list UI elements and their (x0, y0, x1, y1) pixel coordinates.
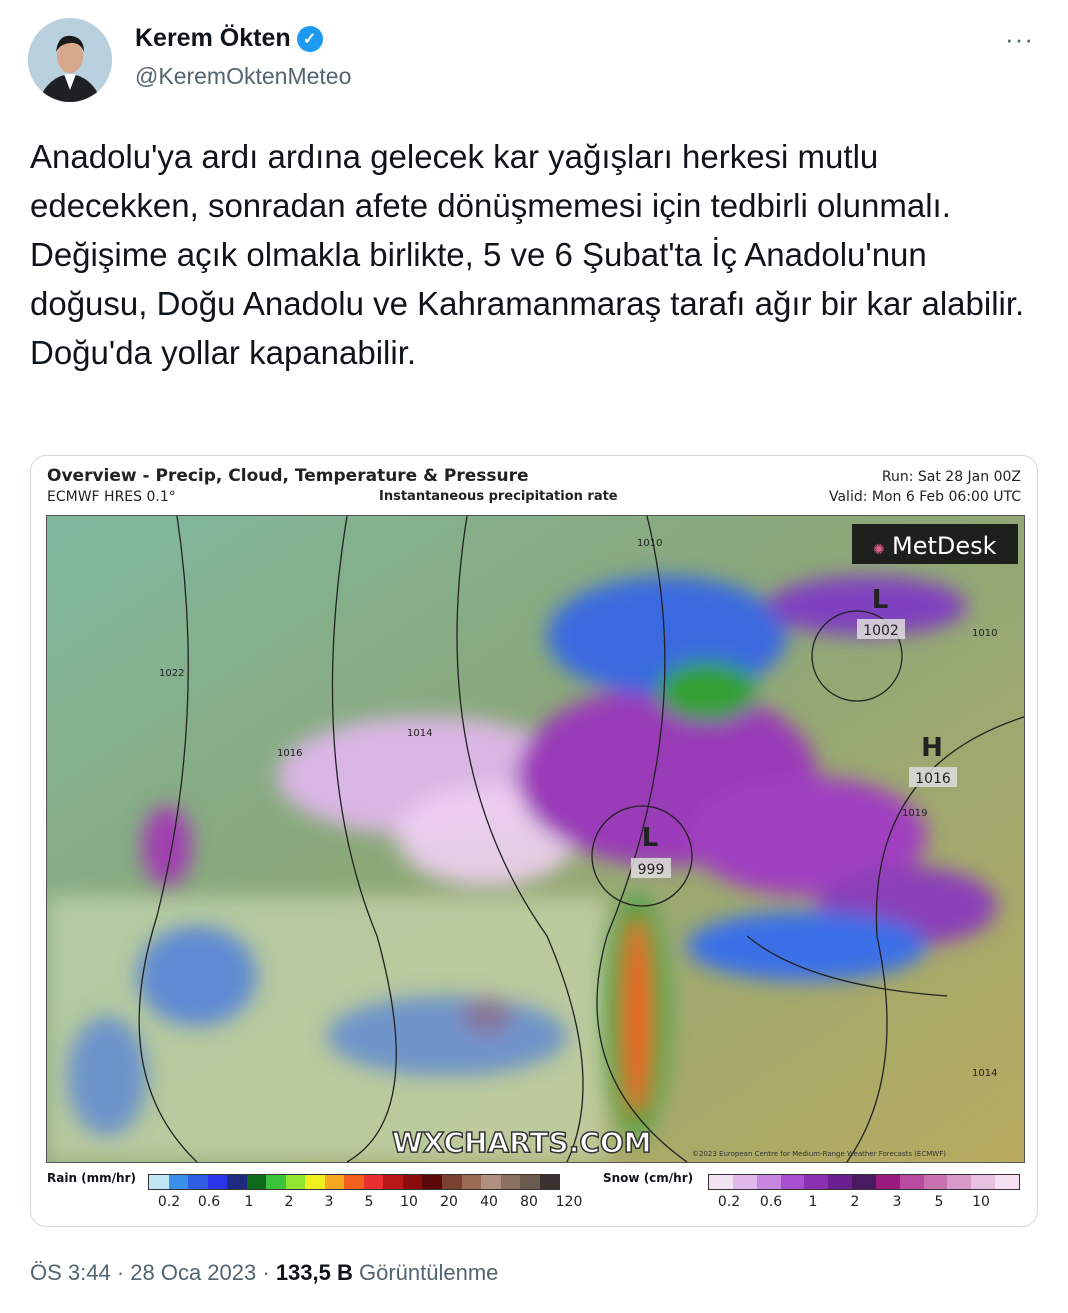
snow-color-swatch (733, 1175, 757, 1189)
snow-color-swatch (947, 1175, 971, 1189)
rain-color-swatch (520, 1175, 540, 1189)
isobar-label: 1019 (902, 808, 928, 819)
rain-color-swatch (422, 1175, 442, 1189)
snow-color-swatch (971, 1175, 995, 1189)
chart-title: Overview - Precip, Cloud, Temperature & Pressure (47, 466, 529, 486)
rain-color-swatch (364, 1175, 384, 1189)
rain-tick-label: 10 (400, 1194, 418, 1210)
copyright-text: ©2023 European Centre for Medium-Range Weather Forecasts (ECMWF) (692, 1150, 946, 1158)
snow-tick-label: 1 (808, 1194, 818, 1210)
rain-tick-label: 0.6 (197, 1194, 221, 1210)
rain-color-swatch (501, 1175, 521, 1189)
rain-tick-label: 5 (364, 1194, 374, 1210)
rain-tick-label: 120 (555, 1194, 583, 1210)
rain-color-swatch (344, 1175, 364, 1189)
author-handle[interactable]: @KeremOktenMeteo (135, 63, 352, 89)
pressure-value: 999 (637, 862, 665, 878)
rain-color-swatch (169, 1175, 189, 1189)
timestamp[interactable]: ÖS 3:44 · 28 Oca 2023 · (30, 1260, 276, 1285)
rain-color-swatch (305, 1175, 325, 1189)
snow-color-swatch (924, 1175, 948, 1189)
tweet-text: Anadolu'ya ardı ardına gelecek kar yağışları herkesi mutlu edecekken, sonradan afete dönüşmemesi için tedbirli olunmalı. Değişime açık olmakla birlikte, 5 ve 6 Şubat'ta İç Anadolu'nun doğusu, Doğu Anadolu ve Kahramanmaraş tarafı ağır bir kar alabilir. Doğu'da yollar kapanabilir. (30, 138, 1025, 371)
chart-model: ECMWF HRES 0.1° (47, 489, 176, 505)
high-pressure-symbol: H (921, 733, 943, 763)
rain-tick-label: 80 (520, 1194, 538, 1210)
rain-color-swatch (403, 1175, 423, 1189)
tweet-footer (30, 1260, 498, 1286)
snow-color-swatch (995, 1175, 1019, 1189)
view-count: 133,5 B (275, 1260, 353, 1285)
pressure-value: 1002 (863, 623, 899, 639)
rain-color-swatch (286, 1175, 306, 1189)
rain-color-swatch (188, 1175, 208, 1189)
chart-run: Run: Sat 28 Jan 00Z (881, 469, 1021, 485)
rain-color-swatch (247, 1175, 267, 1189)
rain-legend-label: Rain (mm/hr) (47, 1171, 136, 1185)
snow-color-swatch (828, 1175, 852, 1189)
isobar-label: 1014 (972, 1068, 998, 1079)
snow-tick-label: 3 (892, 1194, 902, 1210)
rain-color-swatch (481, 1175, 501, 1189)
rain-tick-label: 20 (440, 1194, 458, 1210)
rain-tick-label: 1 (244, 1194, 254, 1210)
avatar-image (28, 18, 112, 102)
snow-color-swatch (781, 1175, 805, 1189)
author-name[interactable]: Kerem Ökten ✓ (135, 24, 323, 53)
rain-legend-ticks (149, 1194, 589, 1210)
rain-color-swatch (208, 1175, 228, 1189)
snow-legend-ticks (709, 1194, 1001, 1210)
isobar-label: 1016 (277, 748, 303, 759)
snow-color-swatch (709, 1175, 733, 1189)
snow-color-swatch (804, 1175, 828, 1189)
rain-tick-label: 2 (284, 1194, 294, 1210)
wxcharts-watermark: WXCHARTS.COM (392, 1126, 652, 1159)
avatar[interactable] (28, 18, 112, 102)
snow-color-swatch (876, 1175, 900, 1189)
pressure-value: 1016 (915, 771, 951, 787)
metdesk-logo-icon: ✺ (873, 542, 885, 558)
chart-valid: Valid: Mon 6 Feb 06:00 UTC (828, 489, 1021, 505)
rain-color-scale (148, 1174, 560, 1190)
isobar-label: 1022 (159, 668, 185, 679)
rain-color-swatch (149, 1175, 169, 1189)
rain-color-swatch (266, 1175, 286, 1189)
rain-color-swatch (383, 1175, 403, 1189)
rain-color-swatch (325, 1175, 345, 1189)
views-label: Görüntülenme (352, 1260, 499, 1285)
snow-color-swatch (757, 1175, 781, 1189)
chart-subtitle: Instantaneous precipitation rate (379, 489, 618, 504)
more-options-button[interactable]: ··· (1005, 24, 1034, 54)
metdesk-logo-text: MetDesk (892, 532, 997, 560)
snow-color-swatch (900, 1175, 924, 1189)
snow-color-scale (708, 1174, 1020, 1190)
isobar-label: 1010 (637, 538, 663, 549)
rain-color-swatch (540, 1175, 560, 1189)
verified-badge-icon: ✓ (297, 26, 323, 52)
weather-chart-image[interactable] (30, 455, 1038, 1227)
snow-tick-label: 0.6 (759, 1194, 783, 1210)
snow-tick-label: 0.2 (717, 1194, 741, 1210)
snow-tick-label: 2 (850, 1194, 860, 1210)
rain-tick-label: 40 (480, 1194, 498, 1210)
rain-color-swatch (462, 1175, 482, 1189)
snow-legend-label: Snow (cm/hr) (603, 1171, 694, 1185)
snow-color-swatch (852, 1175, 876, 1189)
rain-color-swatch (442, 1175, 462, 1189)
precipitation-map (46, 515, 1025, 1163)
isobar-label: 1010 (972, 628, 998, 639)
rain-tick-label: 0.2 (157, 1194, 181, 1210)
isobar-label: 1014 (407, 728, 433, 739)
rain-tick-label: 3 (324, 1194, 334, 1210)
snow-tick-label: 5 (934, 1194, 944, 1210)
snow-tick-label: 10 (972, 1194, 990, 1210)
low-pressure-symbol: L (871, 585, 889, 615)
rain-color-swatch (227, 1175, 247, 1189)
low-pressure-symbol: L (641, 823, 659, 853)
